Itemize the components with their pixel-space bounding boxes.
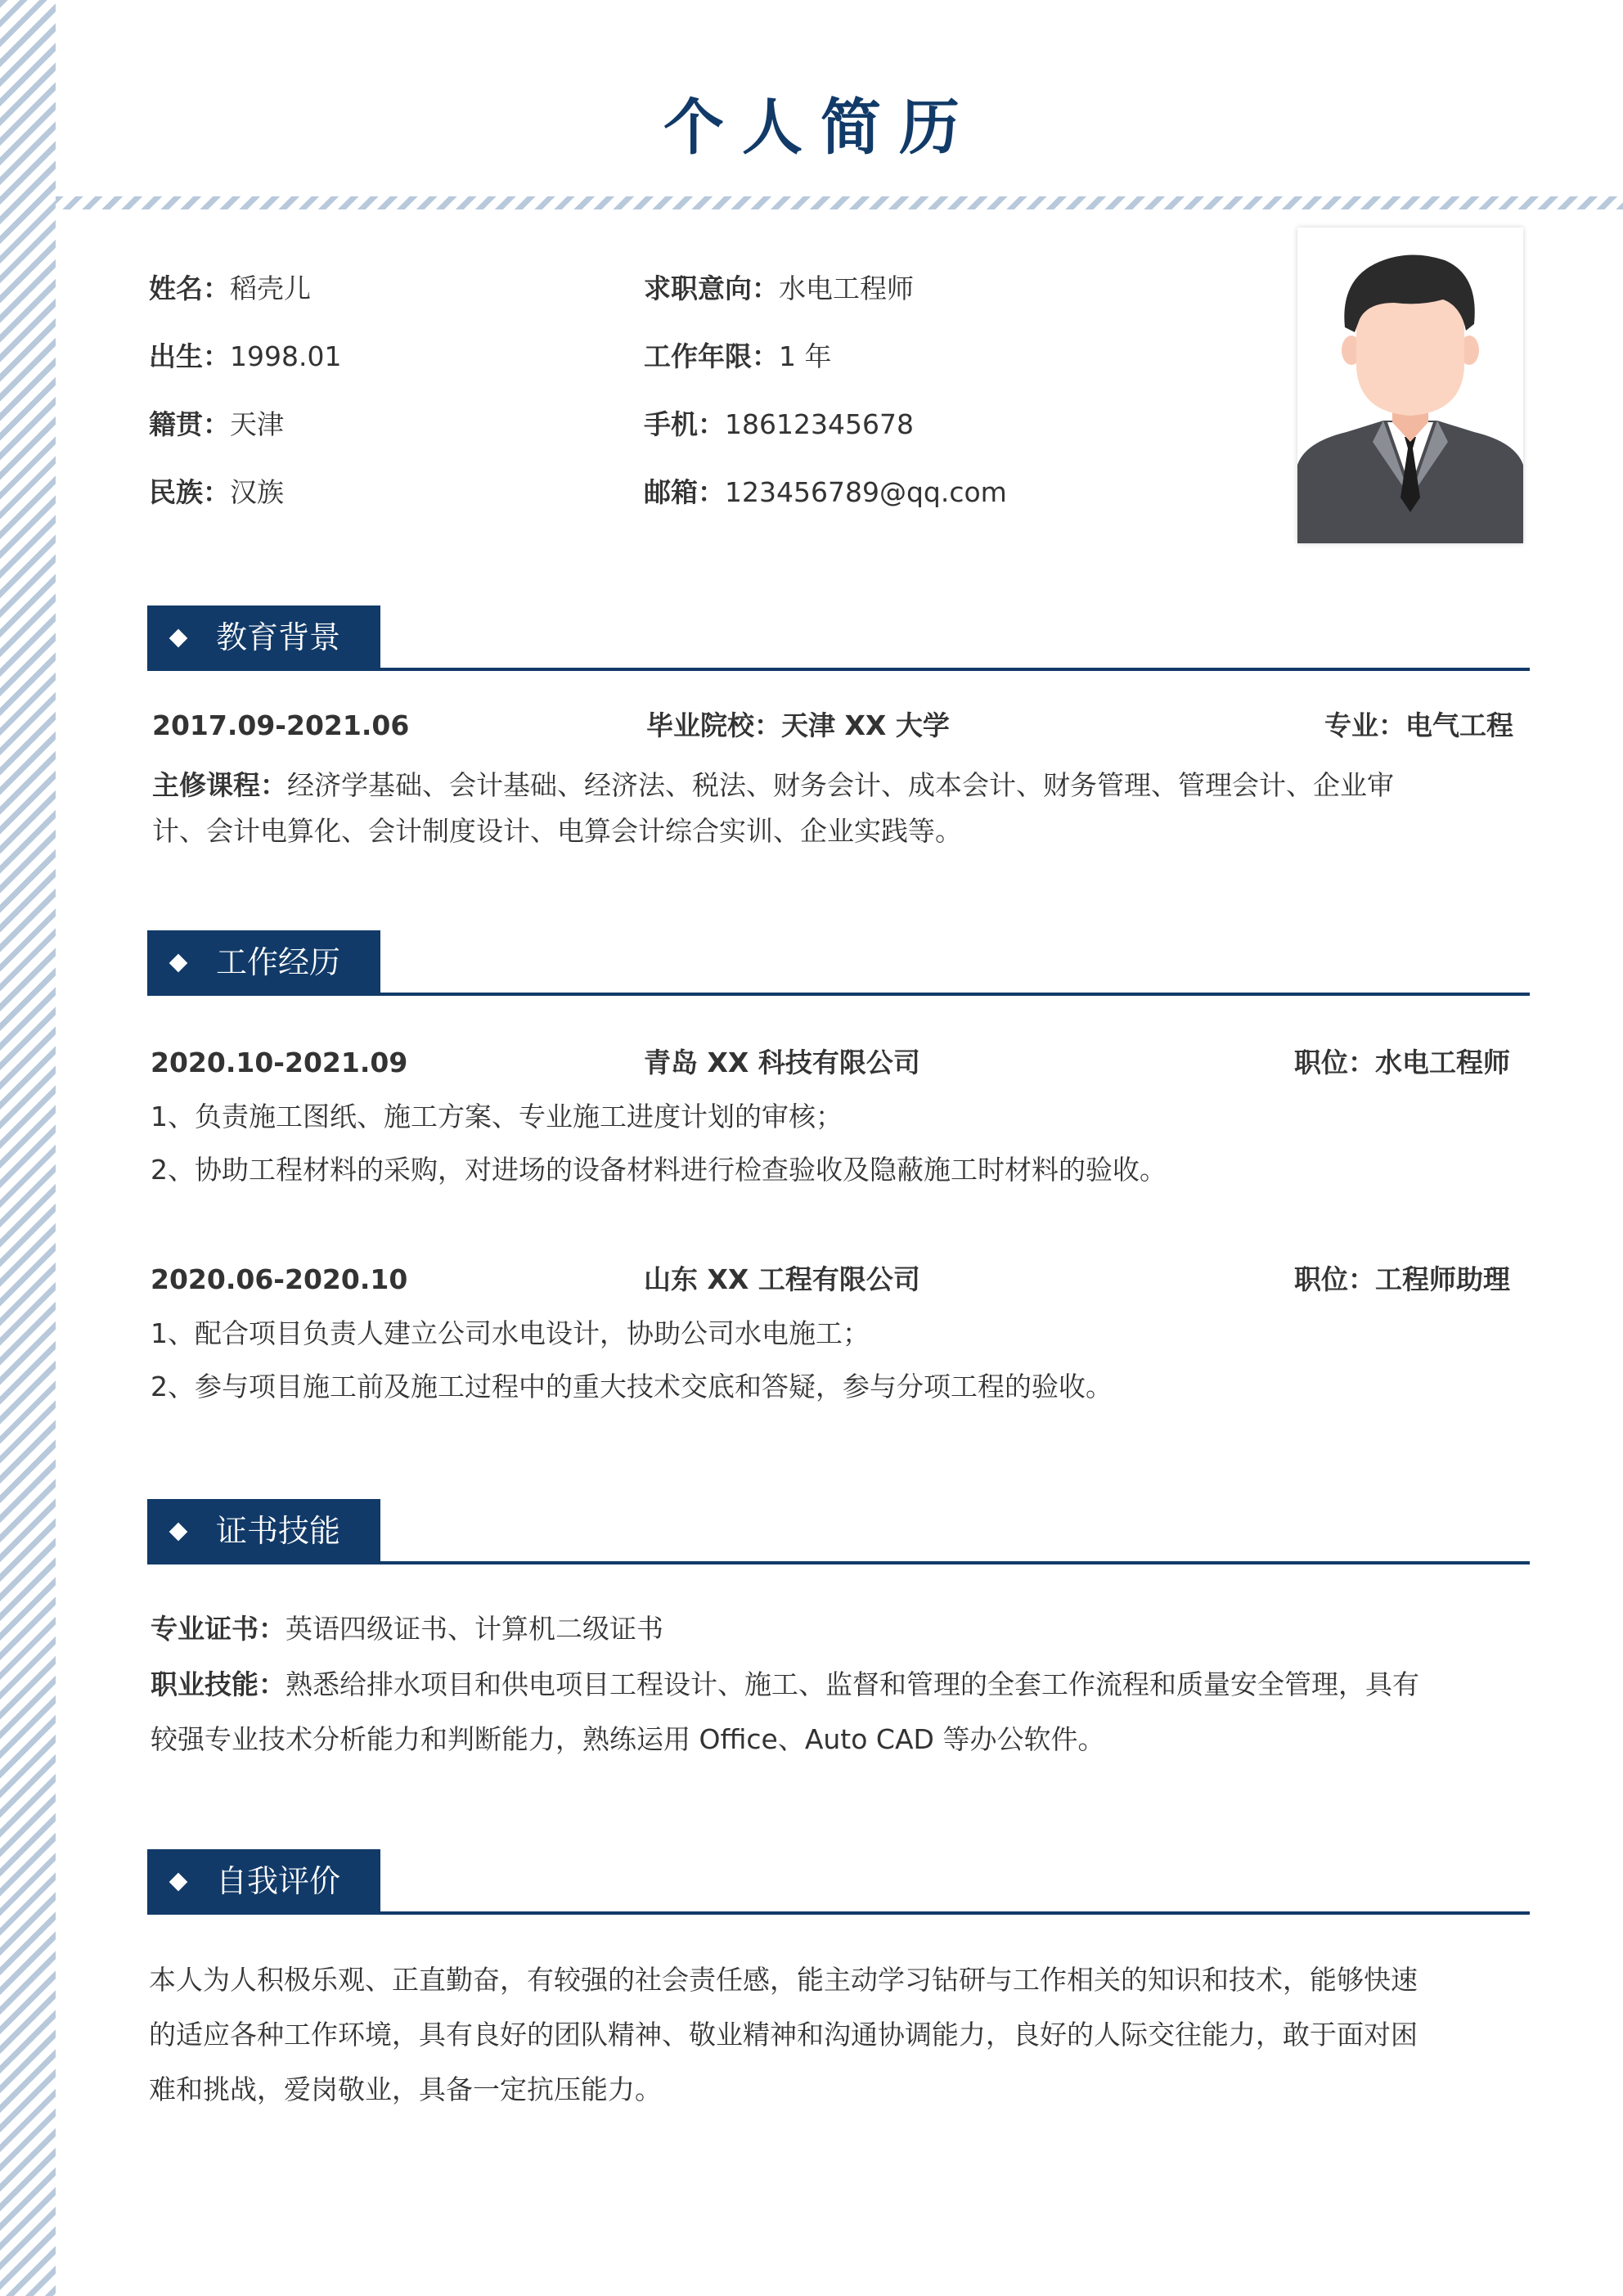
section-skills (147, 1499, 1530, 1566)
info-phone-value: 18612345678 (725, 408, 914, 440)
info-email (644, 476, 1007, 509)
section-skills-title: 证书技能 (216, 1513, 341, 1549)
info-job-value: 水电工程师 (779, 272, 914, 304)
section-self-title: 自我评价 (216, 1863, 341, 1899)
section-education (147, 606, 1530, 673)
self-evaluation-line1: 本人为人积极乐观、正直勤奋，有较强的社会责任感，能主动学习钻研与工作相关的知识和技术，能够快速 (149, 1964, 1418, 1996)
section-work-rule (147, 993, 1530, 996)
work-duty: 1、负责施工图纸、施工方案、专业施工进度计划的审核； (151, 1101, 843, 1132)
education-courses-line1: 经济学基础、会计基础、经济法、税法、财务会计、成本会计、财务管理、管理会计、企业审 (287, 769, 1394, 801)
work-company: 山东 XX 工程有限公司 (644, 1263, 920, 1295)
info-origin (149, 408, 284, 441)
work-company: 青岛 XX 科技有限公司 (644, 1047, 920, 1078)
info-email-label: 邮箱： (644, 476, 725, 508)
section-education-tab (147, 606, 380, 669)
diamond-icon (169, 1523, 188, 1542)
left-stripe-decoration (0, 0, 56, 2296)
skills-cert (151, 1613, 663, 1645)
work-duty: 1、配合项目负责人建立公司水电设计，协助公司水电施工； (151, 1317, 870, 1349)
skills-abilities (151, 1657, 1541, 1767)
education-courses-line2: 计、会计电算化、会计制度设计、电算会计综合实训、企业实践等。 (152, 815, 962, 847)
info-origin-label: 籍贯： (149, 408, 230, 440)
section-self-tab (147, 1849, 380, 1913)
info-name-value: 稻壳儿 (230, 272, 311, 304)
skills-ability-label: 职业技能： (151, 1668, 285, 1700)
info-birth-value: 1998.01 (230, 340, 342, 372)
education-courses-label: 主修课程： (152, 769, 287, 801)
info-ethnic-value: 汉族 (230, 476, 284, 508)
page-title: 个人简历 (663, 92, 978, 163)
info-years (644, 340, 832, 373)
skills-ability-line1: 熟悉给排水项目和供电项目工程设计、施工、监督和管理的全套工作流程和质量安全管理，具有 (285, 1668, 1419, 1700)
avatar-photo (1297, 227, 1523, 543)
info-email-value: 123456789@qq.com (725, 476, 1007, 508)
avatar-icon (1297, 227, 1523, 543)
info-job-label: 求职意向： (644, 272, 779, 304)
section-self (147, 1849, 1530, 1916)
education-courses (152, 763, 1543, 854)
work-duty: 2、参与项目施工前及施工过程中的重大技术交底和答疑，参与分项工程的验收。 (151, 1371, 1113, 1402)
section-work-title: 工作经历 (216, 944, 341, 980)
work-position: 职位：工程师助理 (1294, 1263, 1510, 1295)
info-job (644, 272, 914, 305)
diamond-icon (169, 1873, 188, 1892)
education-major: 专业：电气工程 (1324, 709, 1513, 741)
education-school: 毕业院校：天津 XX 大学 (646, 709, 950, 741)
work-period: 2020.06-2020.10 (151, 1263, 408, 1295)
diamond-icon (169, 954, 188, 973)
info-ethnic (149, 476, 284, 509)
section-education-rule (147, 668, 1530, 671)
work-duty: 2、协助工程材料的采购，对进场的设备材料进行检查验收及隐蔽施工时材料的验收。 (151, 1154, 1167, 1186)
work-position: 职位：水电工程师 (1294, 1047, 1510, 1078)
info-years-value: 1 年 (779, 340, 832, 372)
info-years-label: 工作年限： (644, 340, 779, 372)
work-period: 2020.10-2021.09 (151, 1047, 408, 1078)
section-work-tab (147, 930, 380, 994)
education-period: 2017.09-2021.06 (152, 709, 410, 741)
info-ethnic-label: 民族： (149, 476, 230, 508)
section-work (147, 930, 1530, 997)
section-self-rule (147, 1911, 1530, 1915)
info-origin-value: 天津 (230, 408, 284, 440)
self-evaluation-line3: 难和挑战，爱岗敬业，具备一定抗压能力。 (149, 2073, 662, 2105)
skills-ability-line2: 较强专业技术分析能力和判断能力，熟练运用 Office、Auto CAD 等办公软件。 (151, 1723, 1105, 1755)
info-name (149, 272, 311, 305)
section-skills-tab (147, 1499, 380, 1563)
info-phone-label: 手机： (644, 408, 725, 440)
info-birth-label: 出生： (149, 340, 230, 372)
info-birth (149, 340, 341, 373)
section-education-title: 教育背景 (216, 619, 341, 655)
self-evaluation (149, 1952, 1548, 2117)
top-stripe-divider (56, 196, 1623, 209)
section-skills-rule (147, 1561, 1530, 1564)
self-evaluation-line2: 的适应各种工作环境，具有良好的团队精神、敬业精神和沟通协调能力，良好的人际交往能力，敢于面对困 (149, 2019, 1418, 2051)
info-phone (644, 408, 914, 441)
skills-cert-label: 专业证书： (151, 1613, 285, 1645)
info-name-label: 姓名： (149, 272, 230, 304)
diamond-icon (169, 629, 188, 648)
skills-cert-value: 英语四级证书、计算机二级证书 (285, 1613, 663, 1645)
